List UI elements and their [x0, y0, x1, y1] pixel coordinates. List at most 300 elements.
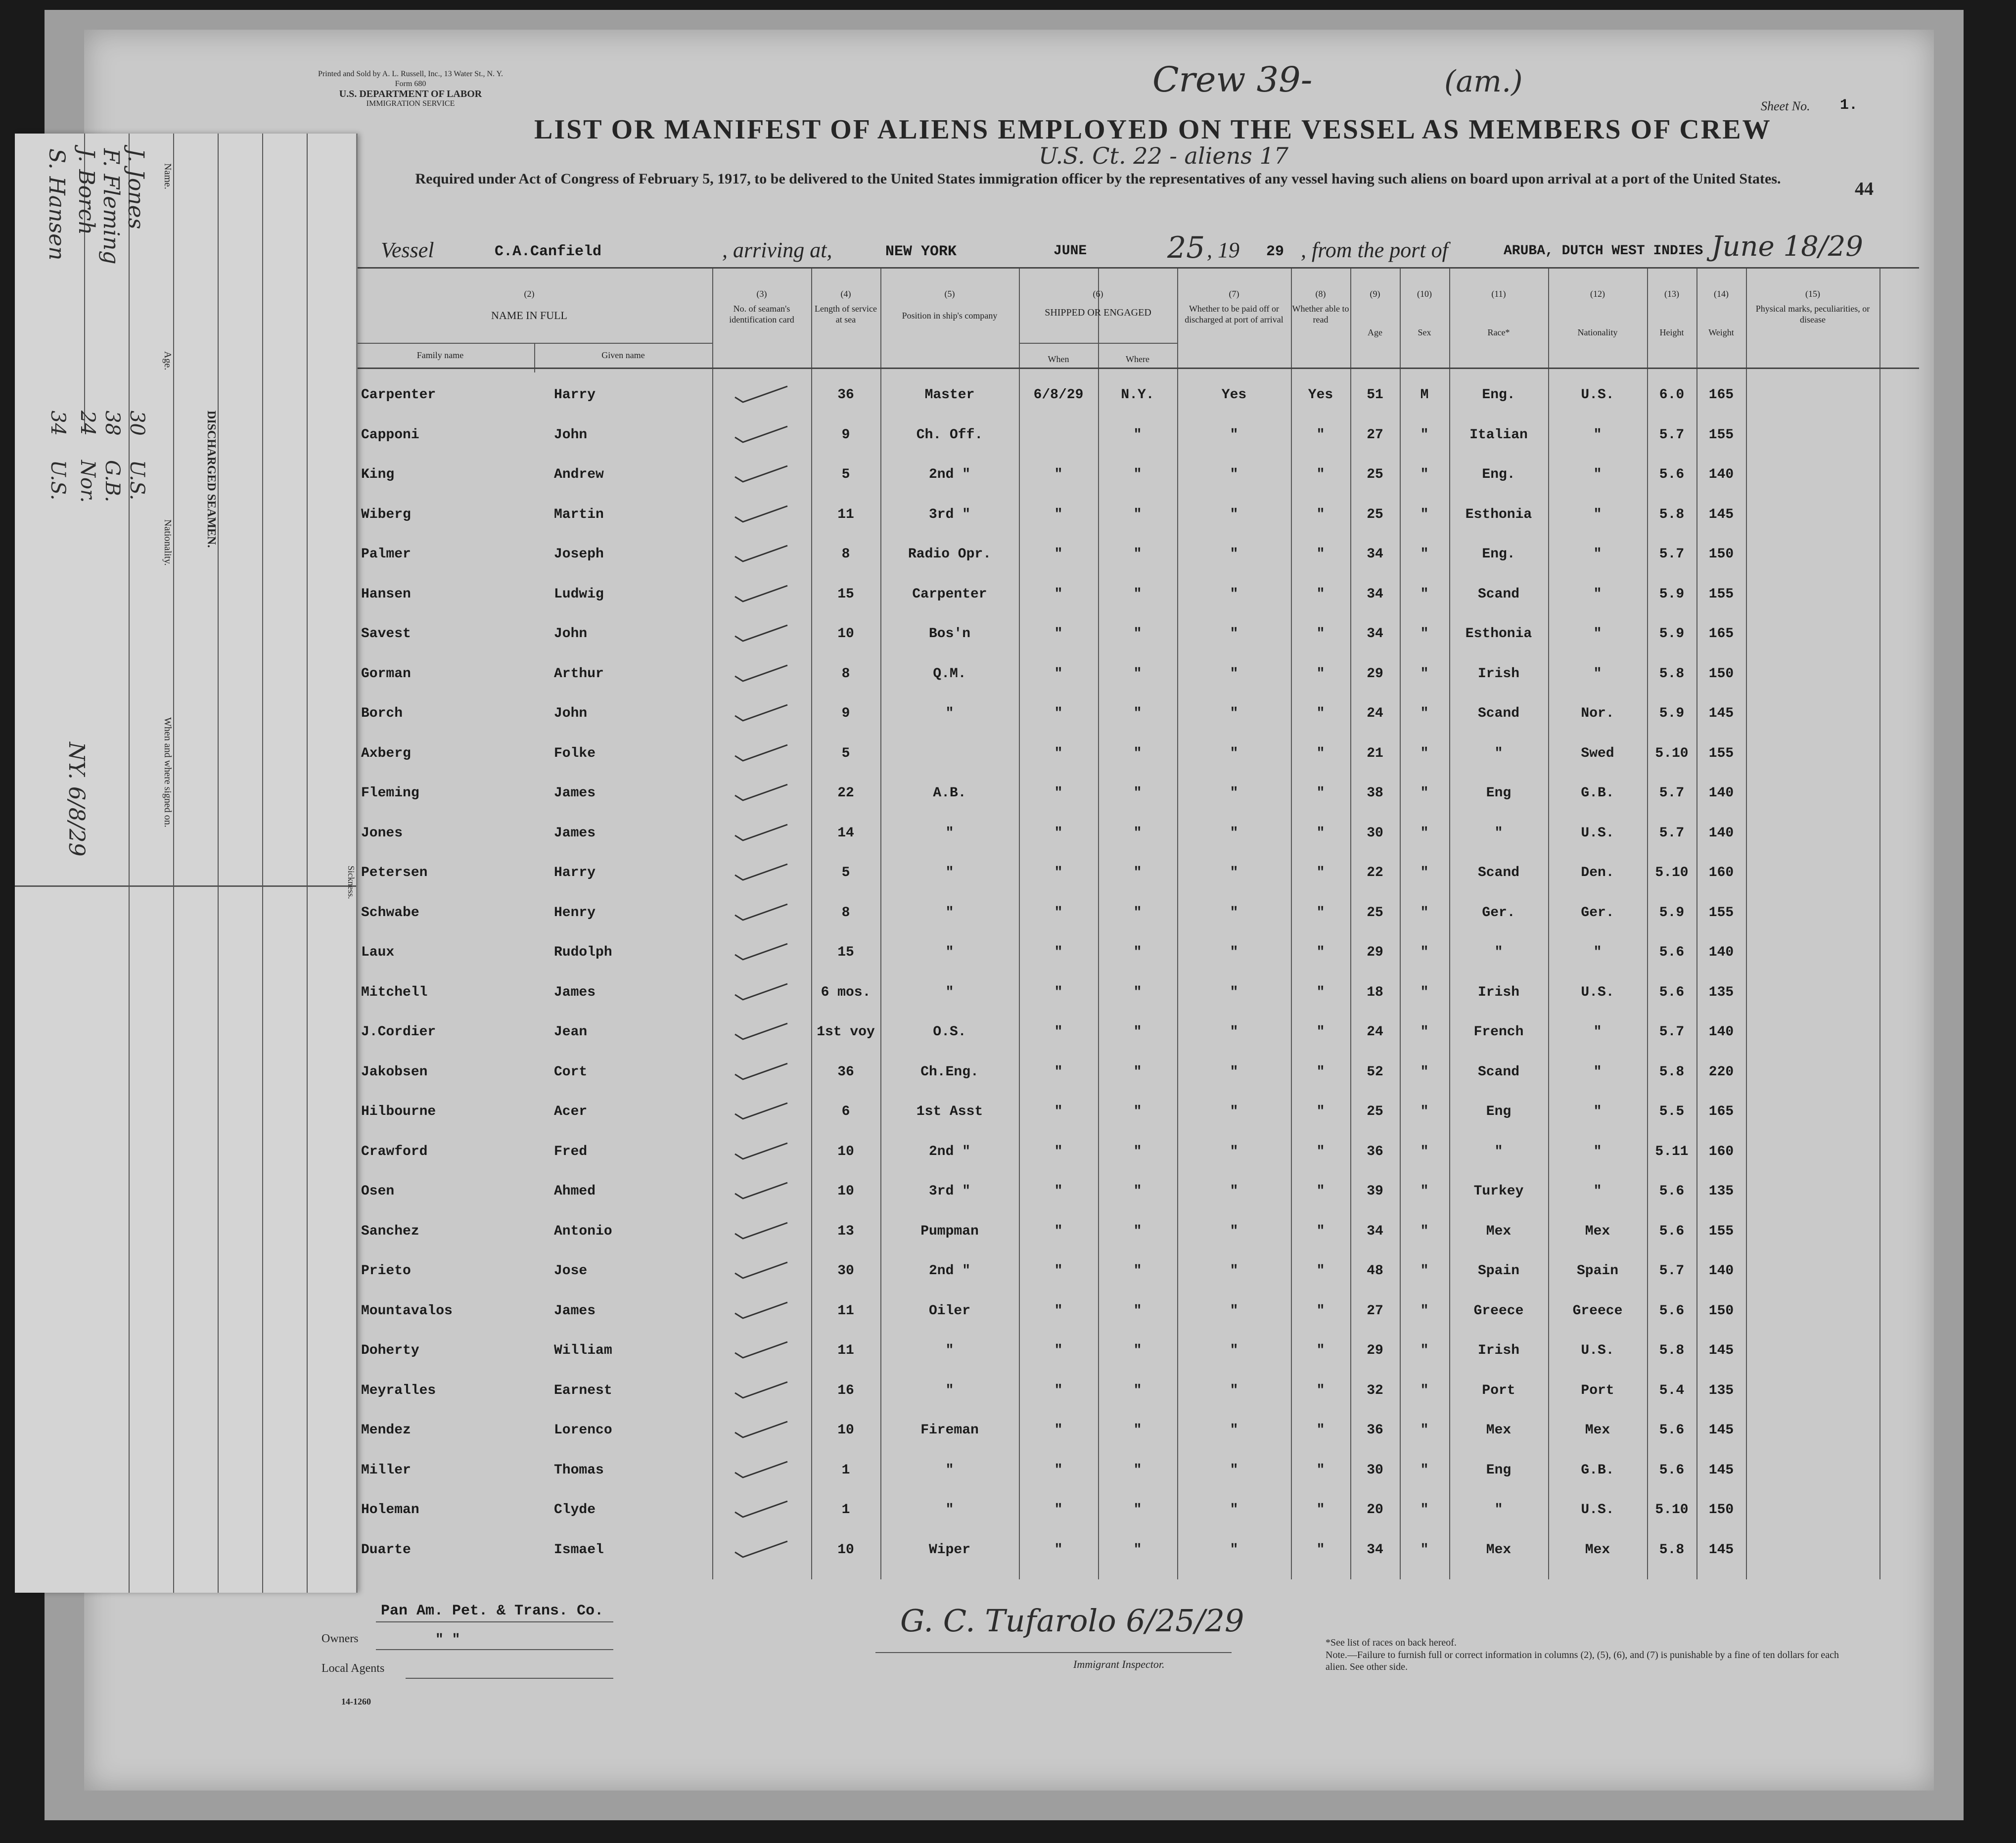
crew-able-to-read: ": [1316, 427, 1325, 443]
crew-able-to-read: ": [1316, 1423, 1325, 1438]
crew-service: 22: [837, 785, 854, 801]
discharged-age: 34: [46, 411, 69, 436]
table-row: [346, 1014, 1919, 1053]
crew-weight: 155: [1708, 905, 1734, 921]
crew-paid-off: ": [1230, 626, 1238, 642]
crew-shipped-when: ": [1054, 1263, 1063, 1279]
crew-age: 39: [1367, 1184, 1383, 1199]
crew-nationality: ": [1593, 547, 1602, 562]
crew-nationality: ": [1593, 427, 1602, 443]
crew-shipped-when: ": [1054, 1343, 1063, 1358]
crew-able-to-read: ": [1316, 467, 1325, 482]
crew-shipped-where: ": [1133, 1382, 1142, 1398]
crew-sex: ": [1420, 626, 1429, 642]
form-code: 14-1260: [341, 1697, 371, 1706]
crew-sex: ": [1420, 666, 1429, 682]
crew-weight: 165: [1708, 1104, 1734, 1119]
crew-position: Q.M.: [933, 666, 966, 682]
crew-family-name: Capponi: [361, 427, 419, 443]
crew-given-name: James: [554, 984, 596, 1000]
crew-able-to-read: ": [1316, 626, 1325, 642]
crew-paid-off: ": [1230, 1343, 1238, 1358]
crew-shipped-where: ": [1133, 1263, 1142, 1279]
col-14-header: Weight: [1708, 327, 1734, 337]
crew-race: Eng.: [1482, 467, 1515, 482]
crew-service: 6 mos.: [821, 984, 871, 1000]
crew-shipped-where: ": [1133, 945, 1142, 960]
strip-rule: [262, 134, 263, 1593]
crew-service: 10: [837, 1184, 854, 1199]
crew-weight: 140: [1708, 785, 1734, 801]
crew-shipped-where: ": [1133, 1502, 1142, 1518]
crew-nationality: Mex: [1585, 1542, 1610, 1558]
crew-service: 8: [841, 666, 850, 682]
crew-nationality: Den.: [1581, 865, 1614, 880]
crew-able-to-read: ": [1316, 1343, 1325, 1358]
col-given-header: Given name: [601, 350, 645, 360]
table-row: [346, 457, 1919, 496]
crew-age: 30: [1367, 1462, 1383, 1478]
crew-family-name: Savest: [361, 626, 411, 642]
crew-age: 27: [1367, 1303, 1383, 1319]
col-2-header: NAME IN FULL: [491, 309, 567, 322]
strip-rule: [173, 134, 174, 1593]
crew-age: 51: [1367, 387, 1383, 403]
crew-paid-off: ": [1230, 1104, 1238, 1119]
id-card-check-mark: [732, 703, 791, 723]
crew-paid-off: ": [1230, 745, 1238, 761]
discharged-name: J. Borch: [74, 148, 99, 235]
crew-height: 5.6: [1659, 1462, 1685, 1478]
crew-able-to-read: ": [1316, 745, 1325, 761]
crew-able-to-read: ": [1316, 1024, 1325, 1040]
col-where-header: Where: [1126, 354, 1149, 364]
crew-height: 5.10: [1655, 865, 1689, 880]
crew-position: Bos'n: [928, 626, 970, 642]
crew-paid-off: ": [1230, 1263, 1238, 1279]
crew-age: 25: [1367, 507, 1383, 522]
discharged-signed-on: NY. 6/8/29: [64, 742, 89, 857]
races-note: *See list of races on back hereof.: [1326, 1637, 1457, 1648]
crew-age: 29: [1367, 945, 1383, 960]
crew-shipped-when: ": [1054, 586, 1063, 602]
page-title: LIST OR MANIFEST OF ALIENS EMPLOYED ON THE VESSEL AS MEMBERS OF CREW: [534, 114, 1772, 145]
crew-shipped-when: ": [1054, 1382, 1063, 1398]
col-3-num: (3): [756, 289, 767, 299]
crew-height: 5.8: [1659, 507, 1685, 522]
crew-position: Ch.Eng.: [920, 1064, 979, 1080]
crew-paid-off: ": [1230, 984, 1238, 1000]
crew-nationality: U.S.: [1581, 1502, 1614, 1518]
table-row: [346, 975, 1919, 1014]
col-15-header: Physical marks, peculiarities, or disease: [1755, 304, 1870, 324]
id-card-check-mark: [732, 1420, 791, 1439]
table-row: [346, 736, 1919, 775]
crew-paid-off: ": [1230, 706, 1238, 721]
crew-family-name: J.Cordier: [361, 1024, 436, 1040]
crew-position: ": [945, 1502, 954, 1518]
id-card-check-mark: [732, 1260, 791, 1280]
crew-able-to-read: ": [1316, 706, 1325, 721]
crew-given-name: John: [554, 626, 588, 642]
crew-height: 5.8: [1659, 1343, 1685, 1358]
crew-shipped-when: ": [1054, 1104, 1063, 1119]
crew-sex: ": [1420, 467, 1429, 482]
col-3-header: No. of seaman's identification card: [729, 304, 794, 324]
crew-given-name: Harry: [554, 865, 596, 880]
strip-col-nationality: Nationality.: [162, 519, 173, 566]
crew-position: Wiper: [928, 1542, 970, 1558]
shipped-header-rule: [1019, 343, 1177, 344]
crew-race: Mex: [1486, 1542, 1512, 1558]
vessel-name: C.A.Canfield: [495, 243, 602, 260]
crew-race: Italian: [1469, 427, 1528, 443]
crew-age: 22: [1367, 865, 1383, 880]
crew-race: Scand: [1477, 706, 1519, 721]
crew-sex: ": [1420, 1184, 1429, 1199]
crew-height: 5.7: [1659, 1263, 1685, 1279]
crew-nationality: ": [1593, 1104, 1602, 1119]
crew-race: Eng.: [1482, 387, 1515, 403]
crew-sex: ": [1420, 984, 1429, 1000]
crew-given-name: Ahmed: [554, 1184, 596, 1199]
crew-nationality: Mex: [1585, 1423, 1610, 1438]
crew-position: Carpenter: [912, 586, 987, 602]
crew-race: Scand: [1477, 865, 1519, 880]
crew-shipped-where: ": [1133, 785, 1142, 801]
strip-rule: [129, 134, 130, 1593]
crew-able-to-read: ": [1316, 1263, 1325, 1279]
table-row: [346, 497, 1919, 536]
strip-divider: [15, 885, 356, 887]
strip-col-age: Age.: [162, 351, 173, 370]
crew-sex: ": [1420, 1343, 1429, 1358]
crew-able-to-read: ": [1316, 1104, 1325, 1119]
crew-sex: ": [1420, 1024, 1429, 1040]
crew-age: 34: [1367, 547, 1383, 562]
crew-shipped-where: ": [1133, 1303, 1142, 1319]
crew-weight: 140: [1708, 1263, 1734, 1279]
crew-weight: 135: [1708, 1184, 1734, 1199]
crew-height: 5.7: [1659, 825, 1685, 841]
crew-nationality: Spain: [1576, 1263, 1618, 1279]
crew-service: 5: [841, 865, 850, 880]
crew-age: 30: [1367, 825, 1383, 841]
crew-race: Mex: [1486, 1423, 1512, 1438]
inspector-line: [875, 1652, 1232, 1653]
crew-paid-off: ": [1230, 865, 1238, 880]
crew-able-to-read: ": [1316, 945, 1325, 960]
crew-nationality: Port: [1581, 1382, 1614, 1398]
crew-family-name: Crawford: [361, 1144, 428, 1159]
table-row: [346, 1453, 1919, 1491]
hand-note-crew: Crew 39-: [1152, 59, 1313, 100]
crew-height: 5.6: [1659, 467, 1685, 482]
table-row: [346, 696, 1919, 735]
discharged-age: 38: [101, 411, 124, 436]
crew-weight: 150: [1708, 1303, 1734, 1319]
crew-shipped-when: ": [1054, 1144, 1063, 1159]
crew-service: 36: [837, 387, 854, 403]
crew-weight: 150: [1708, 1502, 1734, 1518]
col-5-num: (5): [944, 289, 955, 299]
crew-family-name: Palmer: [361, 547, 411, 562]
crew-table: [346, 267, 1919, 1604]
id-card-check-mark: [732, 1221, 791, 1241]
crew-family-name: Petersen: [361, 865, 428, 880]
crew-able-to-read: ": [1316, 547, 1325, 562]
crew-nationality: ": [1593, 1064, 1602, 1080]
crew-family-name: Jakobsen: [361, 1064, 428, 1080]
printer-line: Printed and Sold by A. L. Russell, Inc., 13 Water St., N. Y.: [318, 70, 503, 78]
crew-service: 5: [841, 467, 850, 482]
crew-family-name: Doherty: [361, 1343, 419, 1358]
crew-given-name: James: [554, 785, 596, 801]
crew-shipped-when: ": [1054, 1423, 1063, 1438]
crew-shipped-when: ": [1054, 1223, 1063, 1239]
crew-given-name: Cort: [554, 1064, 588, 1080]
crew-shipped-when: ": [1054, 945, 1063, 960]
crew-shipped-where: ": [1133, 1024, 1142, 1040]
col-7-num: (7): [1229, 289, 1239, 299]
crew-position: 1st Asst: [916, 1104, 983, 1119]
crew-shipped-where: ": [1133, 427, 1142, 443]
crew-position: ": [945, 945, 954, 960]
crew-able-to-read: ": [1316, 865, 1325, 880]
crew-shipped-where: ": [1133, 706, 1142, 721]
crew-service: 30: [837, 1263, 854, 1279]
crew-nationality: G.B.: [1581, 1462, 1614, 1478]
crew-service: 8: [841, 547, 850, 562]
hand-date: June 18/29: [1711, 230, 1863, 263]
crew-shipped-where: ": [1133, 1343, 1142, 1358]
crew-shipped-where: ": [1133, 547, 1142, 562]
crew-able-to-read: ": [1316, 586, 1325, 602]
crew-position: 2nd ": [928, 1263, 970, 1279]
crew-weight: 165: [1708, 626, 1734, 642]
strip-col-name: Name.: [162, 163, 173, 189]
crew-shipped-when: ": [1054, 547, 1063, 562]
table-row: [346, 1373, 1919, 1412]
owners-line: [376, 1649, 613, 1650]
crew-height: 5.9: [1659, 905, 1685, 921]
crew-race: Esthonia: [1465, 507, 1532, 522]
discharged-age: 30: [126, 411, 148, 436]
discharged-nationality: Nor.: [76, 460, 99, 503]
crew-nationality: U.S.: [1581, 1343, 1614, 1358]
crew-nationality: ": [1593, 507, 1602, 522]
crew-position: ": [945, 865, 954, 880]
crew-race: Eng.: [1482, 547, 1515, 562]
crew-given-name: Earnest: [554, 1382, 612, 1398]
crew-nationality: ": [1593, 626, 1602, 642]
crew-service: 16: [837, 1382, 854, 1398]
crew-nationality: G.B.: [1581, 785, 1614, 801]
crew-shipped-where: ": [1133, 984, 1142, 1000]
table-row: [346, 1214, 1919, 1252]
crew-weight: 150: [1708, 666, 1734, 682]
crew-height: 5.9: [1659, 626, 1685, 642]
col-12-num: (12): [1590, 289, 1605, 299]
sheet-number: 1.: [1840, 97, 1858, 114]
year-prefix: , 19: [1207, 238, 1239, 262]
crew-age: 34: [1367, 586, 1383, 602]
crew-shipped-when: ": [1054, 666, 1063, 682]
crew-family-name: Carpenter: [361, 387, 436, 403]
crew-height: 5.8: [1659, 666, 1685, 682]
table-row: [346, 1253, 1919, 1292]
crew-family-name: King: [361, 467, 395, 482]
crew-paid-off: ": [1230, 1423, 1238, 1438]
crew-height: 5.6: [1659, 984, 1685, 1000]
crew-position: ": [945, 984, 954, 1000]
crew-able-to-read: ": [1316, 1462, 1325, 1478]
crew-given-name: Antonio: [554, 1223, 612, 1239]
crew-height: 6.0: [1659, 387, 1685, 403]
crew-weight: 140: [1708, 825, 1734, 841]
crew-age: 38: [1367, 785, 1383, 801]
crew-height: 5.10: [1655, 745, 1689, 761]
from-port: ARUBA, DUTCH WEST INDIES: [1504, 243, 1703, 259]
crew-paid-off: ": [1230, 825, 1238, 841]
crew-paid-off: ": [1230, 1462, 1238, 1478]
crew-nationality: Ger.: [1581, 905, 1614, 921]
crew-weight: 155: [1708, 1223, 1734, 1239]
owners-value: " ": [435, 1632, 460, 1648]
discharged-seamen-strip: [15, 134, 358, 1593]
strip-rule: [307, 134, 308, 1593]
crew-weight: 165: [1708, 387, 1734, 403]
crew-nationality: ": [1593, 666, 1602, 682]
crew-given-name: John: [554, 706, 588, 721]
discharged-nationality: U.S.: [46, 460, 69, 501]
arrival-year: 29: [1266, 243, 1284, 260]
inspector-signature: G. C. Tufarolo 6/25/29: [900, 1603, 1244, 1639]
crew-race: Spain: [1477, 1263, 1519, 1279]
crew-weight: 155: [1708, 427, 1734, 443]
crew-age: 20: [1367, 1502, 1383, 1518]
crew-nationality: ": [1593, 1184, 1602, 1199]
crew-height: 5.5: [1659, 1104, 1685, 1119]
crew-able-to-read: ": [1316, 1064, 1325, 1080]
vessel-label: Vessel: [381, 238, 434, 262]
crew-given-name: Harry: [554, 387, 596, 403]
crew-service: 10: [837, 626, 854, 642]
table-row: [346, 616, 1919, 655]
crew-race: Eng: [1486, 1104, 1512, 1119]
crew-height: 5.4: [1659, 1382, 1685, 1398]
crew-shipped-where: ": [1133, 905, 1142, 921]
crew-shipped-when: ": [1054, 1064, 1063, 1080]
crew-able-to-read: ": [1316, 666, 1325, 682]
crew-family-name: Hilbourne: [361, 1104, 436, 1119]
form-number: Form 680: [395, 80, 426, 88]
department-name: U.S. DEPARTMENT OF LABOR: [339, 89, 482, 99]
crew-weight: 145: [1708, 1343, 1734, 1358]
crew-race: Irish: [1477, 666, 1519, 682]
crew-age: 24: [1367, 706, 1383, 721]
crew-able-to-read: Yes: [1308, 387, 1333, 403]
crew-shipped-when: ": [1054, 1502, 1063, 1518]
crew-shipped-where: ": [1133, 1064, 1142, 1080]
strip-col-sickness: Sickness.: [346, 866, 356, 899]
crew-height: 5.10: [1655, 1502, 1689, 1518]
crew-weight: 150: [1708, 547, 1734, 562]
crew-given-name: Arthur: [554, 666, 604, 682]
col-11-header: Race*: [1487, 327, 1510, 337]
crew-able-to-read: ": [1316, 1303, 1325, 1319]
crew-height: 5.11: [1655, 1144, 1689, 1159]
crew-race: Port: [1482, 1382, 1515, 1398]
crew-given-name: Rudolph: [554, 945, 612, 960]
crew-nationality: Greece: [1572, 1303, 1623, 1319]
discharged-name: J. Jones: [123, 148, 148, 230]
table-row: [346, 935, 1919, 973]
hand-note-aliens: U.S. Ct. 22 - aliens 17: [1039, 142, 1288, 169]
crew-height: 5.6: [1659, 1303, 1685, 1319]
col-4-num: (4): [840, 289, 851, 299]
crew-given-name: James: [554, 825, 596, 841]
crew-sex: ": [1420, 745, 1429, 761]
crew-position: Fireman: [920, 1423, 979, 1438]
id-card-check-mark: [732, 1141, 791, 1161]
crew-service: 8: [841, 905, 850, 921]
crew-race: Esthonia: [1465, 626, 1532, 642]
crew-paid-off: ": [1230, 586, 1238, 602]
id-card-check-mark: [732, 544, 791, 563]
col-8-num: (8): [1315, 289, 1326, 299]
col-13-num: (13): [1664, 289, 1679, 299]
crew-weight: 145: [1708, 507, 1734, 522]
arrival-day: 25: [1167, 230, 1205, 265]
crew-race: ": [1494, 945, 1503, 960]
master-line: [376, 1621, 613, 1622]
table-row: [346, 1174, 1919, 1212]
crew-age: 21: [1367, 745, 1383, 761]
crew-shipped-where: ": [1133, 626, 1142, 642]
crew-service: 10: [837, 1542, 854, 1558]
crew-family-name: Hansen: [361, 586, 411, 602]
crew-shipped-when: 6/8/29: [1033, 387, 1084, 403]
crew-able-to-read: ": [1316, 507, 1325, 522]
crew-position: 2nd ": [928, 1144, 970, 1159]
crew-family-name: Mountavalos: [361, 1303, 453, 1319]
crew-family-name: Laux: [361, 945, 395, 960]
crew-able-to-read: ": [1316, 785, 1325, 801]
crew-height: 5.9: [1659, 586, 1685, 602]
crew-shipped-when: ": [1054, 865, 1063, 880]
col-12-header: Nationality: [1577, 327, 1618, 337]
crew-nationality: U.S.: [1581, 825, 1614, 841]
crew-sex: ": [1420, 1263, 1429, 1279]
crew-sex: ": [1420, 1104, 1429, 1119]
crew-family-name: Fleming: [361, 785, 419, 801]
crew-service: 9: [841, 427, 850, 443]
id-card-check-mark: [732, 982, 791, 1002]
col-7-header: Whether to be paid off or discharged at port of arrival: [1185, 304, 1283, 324]
crew-shipped-when: ": [1054, 1184, 1063, 1199]
crew-race: Irish: [1477, 1343, 1519, 1358]
crew-shipped-where: ": [1133, 1223, 1142, 1239]
crew-family-name: Schwabe: [361, 905, 419, 921]
table-row: [346, 656, 1919, 695]
crew-given-name: Joseph: [554, 547, 604, 562]
penalty-note: Note.—Failure to furnish full or correct information in columns (2), (5), (6), and (7) is punishable by a fine of ten dollars for each alien. See other side.: [1326, 1650, 1839, 1672]
id-card-check-mark: [732, 1539, 791, 1559]
crew-race: Eng: [1486, 1462, 1512, 1478]
crew-shipped-where: ": [1133, 1462, 1142, 1478]
col-10-num: (10): [1417, 289, 1432, 299]
